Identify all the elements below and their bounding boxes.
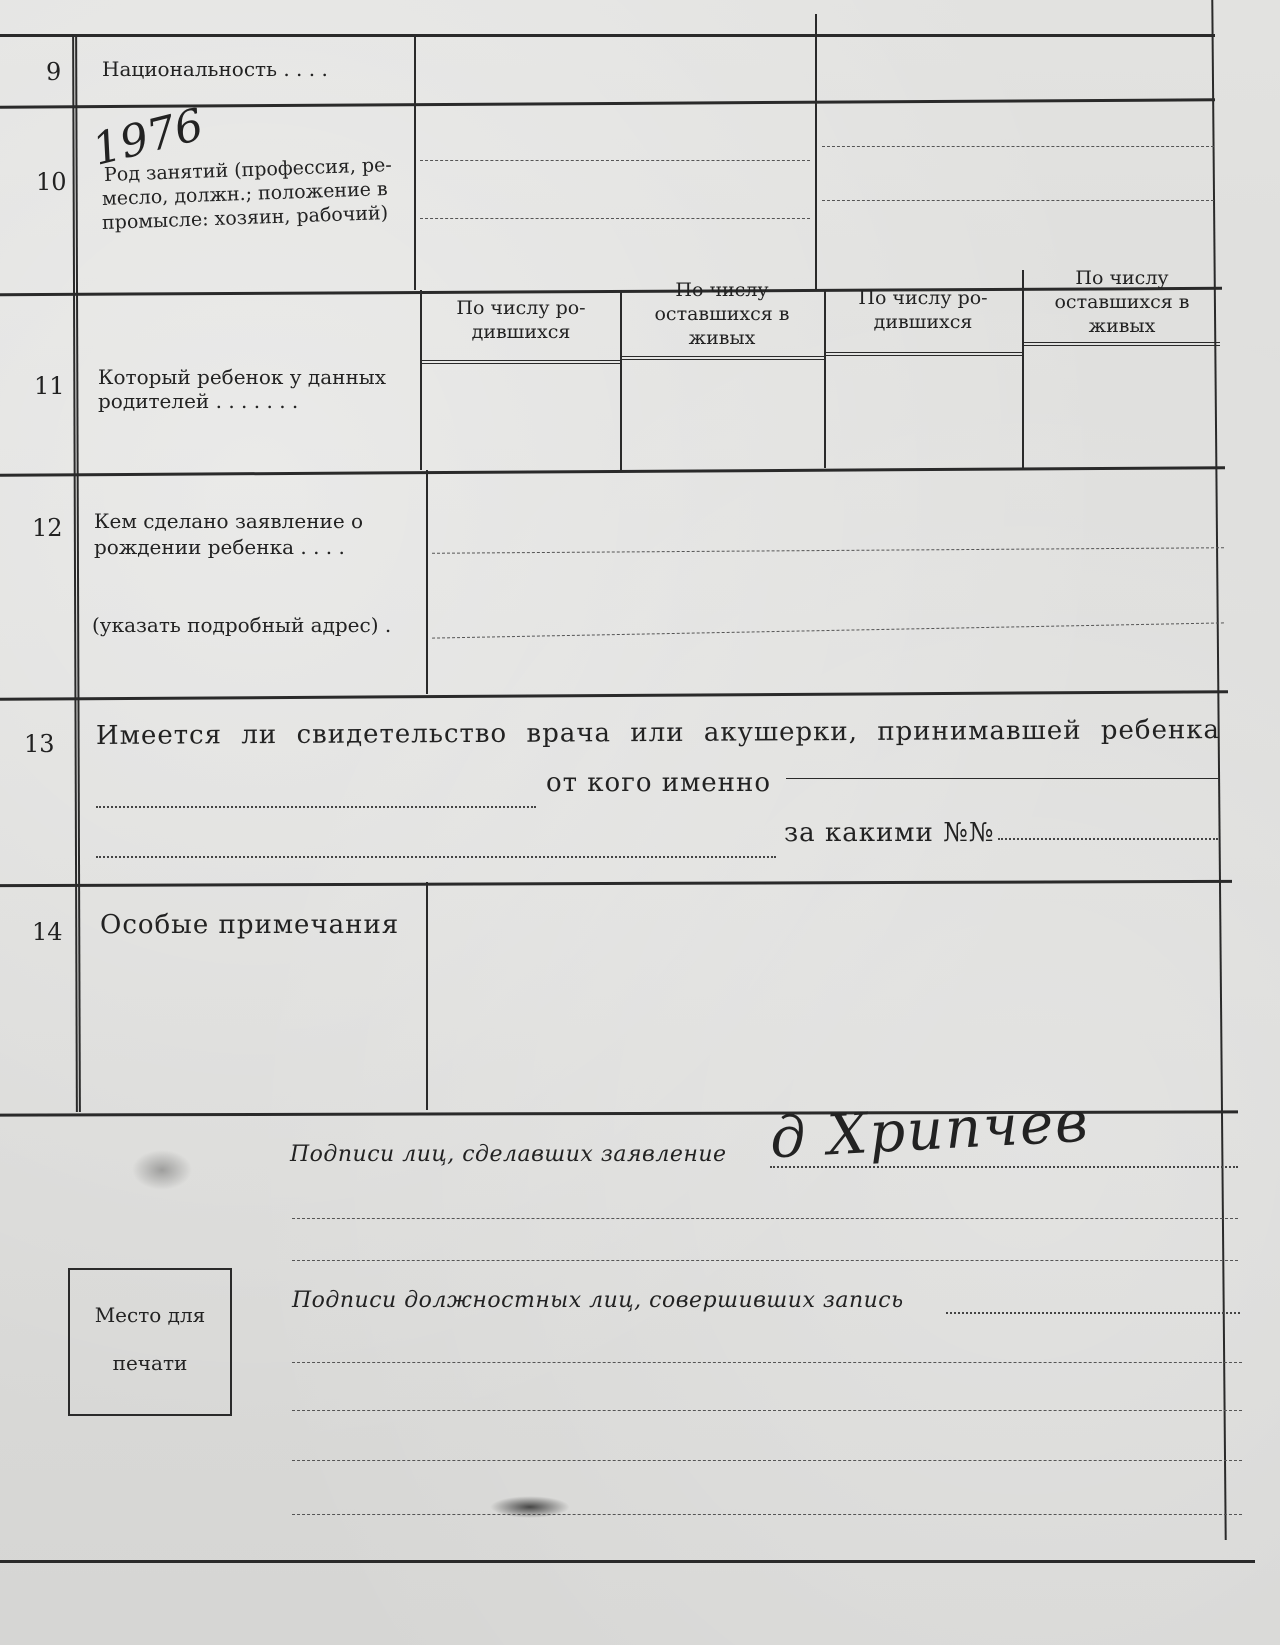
row-10-fill-line-1a [420, 160, 810, 161]
rule-row13-bottom [0, 880, 1232, 887]
rule-label-col-r11 [420, 290, 422, 470]
rule-bottom [0, 1560, 1255, 1563]
rule-col-d-r11 [1022, 270, 1024, 468]
row-11-header-rule-d [1024, 342, 1220, 346]
rule-label-col-r14 [426, 882, 428, 1110]
rule-top [0, 34, 1215, 37]
row-12-label-line-2: рождении ребенка . . . . [94, 535, 345, 559]
row-10-number: 10 [36, 168, 67, 196]
applicants-signature-line-2 [292, 1218, 1238, 1219]
row-11-col-d-header-2: оставшихся в [1054, 291, 1190, 313]
row-12-label-line-1: Кем сделано заявление о [94, 509, 364, 533]
row-11-col-b-header-3: живых [688, 327, 756, 349]
row-10-label-line-1: Род занятий (профессия, ре- [103, 153, 393, 187]
row-13-fill-line-1b [786, 778, 1218, 779]
row-9-number: 9 [46, 58, 62, 86]
officials-signature-line-3 [292, 1410, 1242, 1411]
officials-signature-line-1 [946, 1312, 1240, 1314]
row-11-header-rule-c [826, 352, 1022, 356]
row-13-fill-line-2a [96, 856, 776, 858]
applicants-signature-line-1 [770, 1166, 1238, 1168]
rule-row12-bottom [0, 690, 1228, 701]
officials-signature-line-4 [292, 1460, 1242, 1461]
row-12-fill-line-1 [432, 547, 1224, 554]
row-13-fill-line-2b [998, 838, 1218, 840]
row-11-label-line-2: родителей . . . . . . . [98, 389, 299, 413]
row-14-label: Особые примечания [100, 910, 400, 940]
row-11-header-rule-b [622, 356, 824, 360]
row-13-question: Имеется ли свидетельство врача или акушерки, принимавшей ребенка [95, 715, 1221, 751]
row-10-handwritten-annotation: 1976 [87, 99, 209, 176]
row-12-fill-line-2 [432, 622, 1224, 638]
row-12-number: 12 [32, 514, 63, 542]
officials-signatures-label: Подписи должностных лиц, совершивших запись [292, 1288, 904, 1313]
row-11-label-line-1: Который ребенок у данных [98, 365, 386, 389]
row-11-col-c-header-2: дившихся [873, 311, 973, 333]
row-11-col-c-header-1: По числу ро- [858, 287, 988, 309]
row-12-label-line-3: (указать подробный адрес) . [92, 613, 392, 637]
row-10-fill-line-2a [420, 218, 810, 219]
officials-signature-line-5 [292, 1514, 1242, 1515]
row-11-number: 11 [34, 372, 65, 400]
row-11-col-d-header-3: живых [1088, 315, 1156, 337]
row-11-col-a-header-1: По числу ро- [456, 297, 586, 319]
stamp-place-label-line-1: Место для [94, 1303, 206, 1327]
ink-smudge [132, 1150, 192, 1190]
rule-mid-col-r9-10 [815, 14, 817, 290]
row-10-fill-line-1b [822, 146, 1214, 147]
stamp-place-label-line-2: печати [112, 1351, 188, 1375]
row-11-col-b-header-2: оставшихся в [654, 303, 790, 325]
rule-label-col-r9-10 [414, 34, 416, 290]
row-11-col-d-header-1: По числу [1075, 267, 1169, 289]
rule-right-edge [1211, 0, 1226, 1540]
row-13-number: 13 [24, 730, 55, 758]
applicants-signatures-label: Подписи лиц, сделавших заявление [290, 1142, 727, 1167]
rule-col-c-r11 [824, 290, 826, 468]
row-11-col-a-header-2: дившихся [471, 321, 571, 343]
rule-col-b-r11 [620, 290, 622, 470]
row-10-label-line-3: промысле: хозяин, рабочий) [101, 202, 389, 234]
ink-smudge [490, 1496, 570, 1518]
row-9-label: Национальность . . . . [102, 57, 328, 81]
row-13-from-whom: от кого именно [546, 768, 771, 798]
officials-signature-line-2 [292, 1362, 1242, 1363]
rule-row11-bottom [0, 466, 1225, 476]
rule-number-column [72, 34, 81, 1112]
row-13-numbers: за какими №№ [784, 818, 995, 848]
row-10-label-line-2: месло, должн.; положение в [101, 178, 389, 210]
row-10-fill-line-2b [822, 200, 1214, 201]
row-11-col-b-header-1: По числу [675, 279, 769, 301]
applicant-signature: д Хрипчев [768, 1089, 1092, 1172]
rule-label-col-r12 [426, 470, 428, 694]
stamp-place-box [68, 1268, 232, 1416]
row-13-fill-line-1a [96, 806, 536, 808]
row-14-number: 14 [32, 918, 63, 946]
row-11-header-rule-a [422, 360, 620, 364]
applicants-signature-line-3 [292, 1260, 1238, 1261]
